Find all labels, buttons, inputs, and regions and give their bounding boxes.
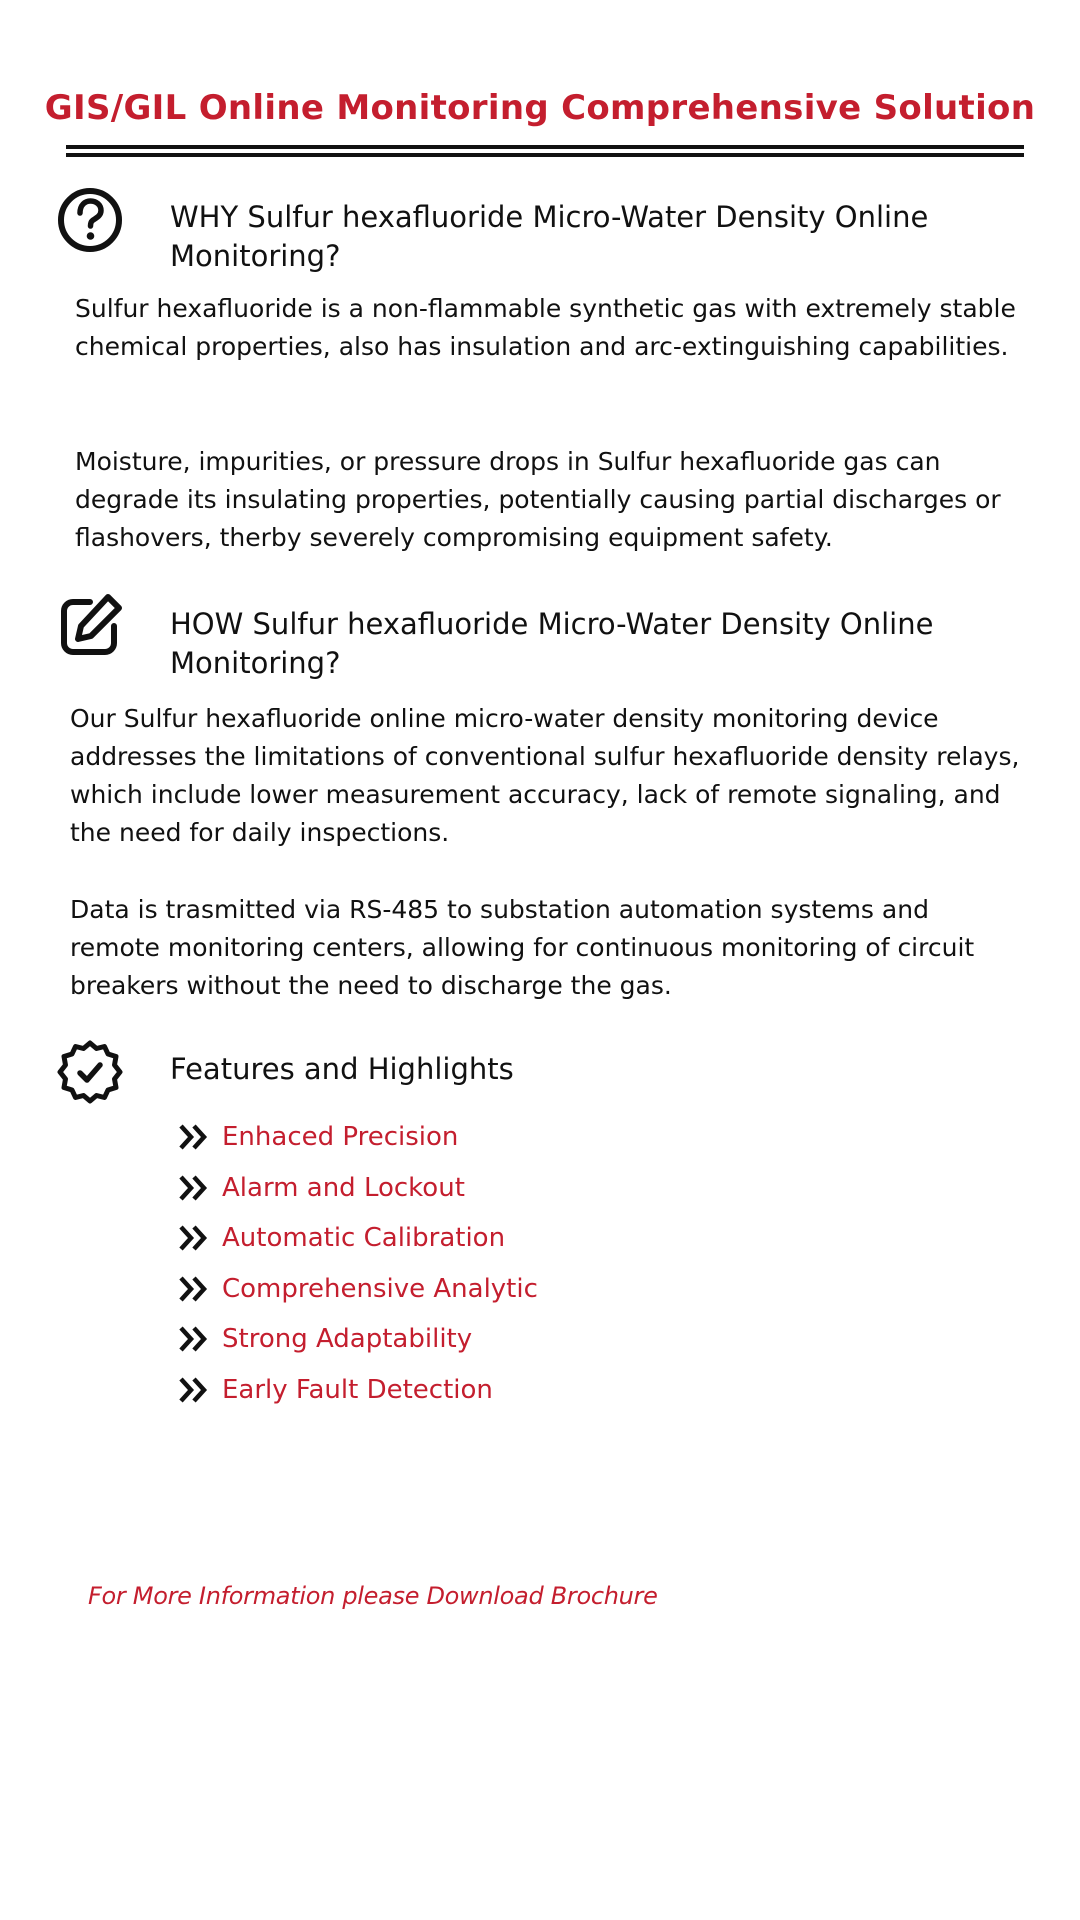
why-heading: WHY Sulfur hexafluoride Micro-Water Density Online Monitoring?	[170, 200, 929, 273]
how-paragraph-2: Data is trasmitted via RS-485 to substation automation systems and remote monitoring centers, allowing for continuous monitoring of circuit breakers without the need to discharge the gas.	[70, 895, 975, 1000]
verified-badge-icon	[56, 1038, 124, 1106]
how-heading: HOW Sulfur hexafluoride Micro-Water Density Online Monitoring?	[170, 607, 934, 680]
double-chevron-right-icon	[178, 1377, 212, 1403]
feature-label: Comprehensive Analytic	[222, 1273, 538, 1304]
double-chevron-right-icon	[178, 1124, 212, 1150]
edit-pencil-icon	[56, 592, 124, 660]
features-list	[178, 1112, 538, 1415]
list-item	[178, 1213, 538, 1264]
features-heading: Features and Highlights	[170, 1052, 514, 1086]
title-divider-top	[66, 145, 1024, 149]
feature-label: Alarm and Lockout	[222, 1172, 465, 1203]
why-paragraph-2: Moisture, impurities, or pressure drops in Sulfur hexafluoride gas can degrade its insulating properties, potentially causing partial discharges or flashovers, therby severely compromising equipment safety.	[75, 447, 1001, 552]
title-divider-bottom	[66, 153, 1024, 157]
list-item	[178, 1365, 538, 1416]
question-circle-icon	[56, 186, 124, 254]
double-chevron-right-icon	[178, 1276, 212, 1302]
double-chevron-right-icon	[178, 1225, 212, 1251]
double-chevron-right-icon	[178, 1175, 212, 1201]
feature-label: Automatic Calibration	[222, 1223, 506, 1254]
page-title: GIS/GIL Online Monitoring Comprehensive Solution	[44, 88, 1036, 128]
how-paragraph-1: Our Sulfur hexafluoride online micro-water density monitoring device addresses the limitations of conventional sulfur hexafluoride density relays, which include lower measurement accuracy, lack of remote signaling, and the need for daily inspections.	[70, 704, 1020, 847]
double-chevron-right-icon	[178, 1326, 212, 1352]
feature-label: Enhaced Precision	[222, 1122, 459, 1153]
list-item	[178, 1264, 538, 1315]
list-item	[178, 1163, 538, 1214]
feature-label: Early Fault Detection	[222, 1374, 493, 1405]
download-brochure-link[interactable]: For More Information please Download Brochure	[88, 1582, 658, 1610]
feature-label: Strong Adaptability	[222, 1324, 473, 1355]
why-paragraph-1: Sulfur hexafluoride is a non-flammable synthetic gas with extremely stable chemical properties, also has insulation and arc-extinguishing capabilities.	[75, 294, 1016, 361]
list-item	[178, 1112, 538, 1163]
list-item	[178, 1314, 538, 1365]
